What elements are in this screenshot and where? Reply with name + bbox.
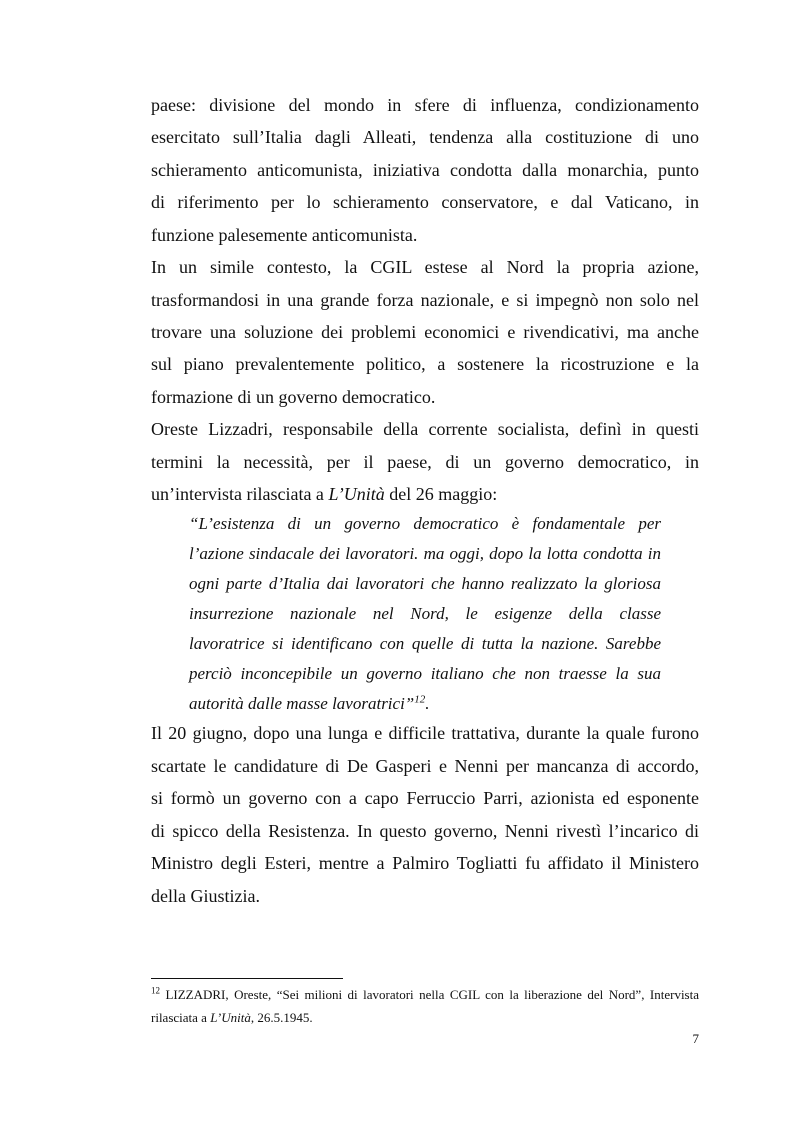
body-line: Ministro degli Esteri, mentre a Palmiro Togliatti fu affidato il Ministero: [151, 853, 699, 873]
body-line: sul piano prevalentemente politico, a sostenere la ricostruzione e la: [151, 354, 699, 374]
body-line: Il 20 giugno, dopo una lunga e difficile trattativa, durante la quale furono: [151, 723, 699, 743]
quote-line: insurrezione nazionale nel Nord, le esigenze della classe: [189, 604, 661, 623]
quote-end: .: [425, 694, 430, 713]
footnote-text: rilasciata a: [151, 1010, 211, 1025]
body-line: formazione di un governo democratico.: [151, 387, 436, 407]
footnote-number: 12: [151, 985, 160, 996]
quote-line: ogni parte d’Italia dai lavoratori che hanno realizzato la gloriosa: [189, 574, 661, 593]
quote-line: [189, 693, 661, 715]
body-line: della Giustizia.: [151, 886, 260, 906]
quote-text: autorità dalle masse lavoratrici”: [189, 694, 415, 713]
body-line: di spicco della Resistenza. In questo governo, Nenni rivestì l’incarico di: [151, 821, 699, 841]
page-number: 7: [692, 1031, 699, 1046]
body-line: [151, 483, 699, 505]
footnote-line: [151, 1009, 699, 1026]
source-title: L’Unità: [210, 1010, 251, 1025]
body-line: trovare una soluzione dei problemi economici e rivendicativi, ma anche: [151, 322, 699, 342]
quote-line: “L’esistenza di un governo democratico è fondamentale per: [189, 514, 661, 533]
body-line: trasformandosi in una grande forza nazionale, e si impegnò non solo nel: [151, 290, 699, 310]
footnote-line: [151, 986, 699, 1003]
footnote-separator: [151, 978, 343, 979]
body-line: paese: divisione del mondo in sfere di influenza, condizionamento: [151, 95, 699, 115]
body-line: schieramento anticomunista, iniziativa condotta dalla monarchia, punto: [151, 160, 699, 180]
footnote-ref: 12: [414, 693, 426, 706]
body-line: si formò un governo con a capo Ferruccio Parri, azionista ed esponente: [151, 788, 699, 808]
footnote-text: , 26.5.1945.: [250, 1010, 313, 1025]
body-line: esercitato sull’Italia dagli Alleati, tendenza alla costituzione di uno: [151, 127, 699, 147]
body-line: funzione palesemente anticomunista.: [151, 225, 418, 245]
body-line: In un simile contesto, la CGIL estese al Nord la propria azione,: [151, 257, 699, 277]
body-line: di riferimento per lo schieramento conservatore, e dal Vaticano, in: [151, 192, 699, 212]
body-text: del 26 maggio:: [384, 484, 498, 504]
body-line: scartate le candidature di De Gasperi e Nenni per mancanza di accordo,: [151, 756, 699, 776]
body-line: termini la necessità, per il paese, di un governo democratico, in: [151, 452, 699, 472]
body-text: un’intervista rilasciata a: [151, 484, 329, 504]
source-title: L’Unità: [328, 484, 385, 504]
quote-line: perciò inconcepibile un governo italiano che non traesse la sua: [189, 664, 661, 683]
body-line: Oreste Lizzadri, responsabile della corrente socialista, definì in questi: [151, 419, 699, 439]
footnote-text: LIZZADRI, Oreste, “Sei milioni di lavoratori nella CGIL con la liberazione del Nord”, Intervista: [165, 987, 699, 1002]
quote-line: l’azione sindacale dei lavoratori. ma oggi, dopo la lotta condotta in: [189, 544, 661, 563]
quote-line: lavoratrice si identificano con quelle di tutta la nazione. Sarebbe: [189, 634, 661, 653]
